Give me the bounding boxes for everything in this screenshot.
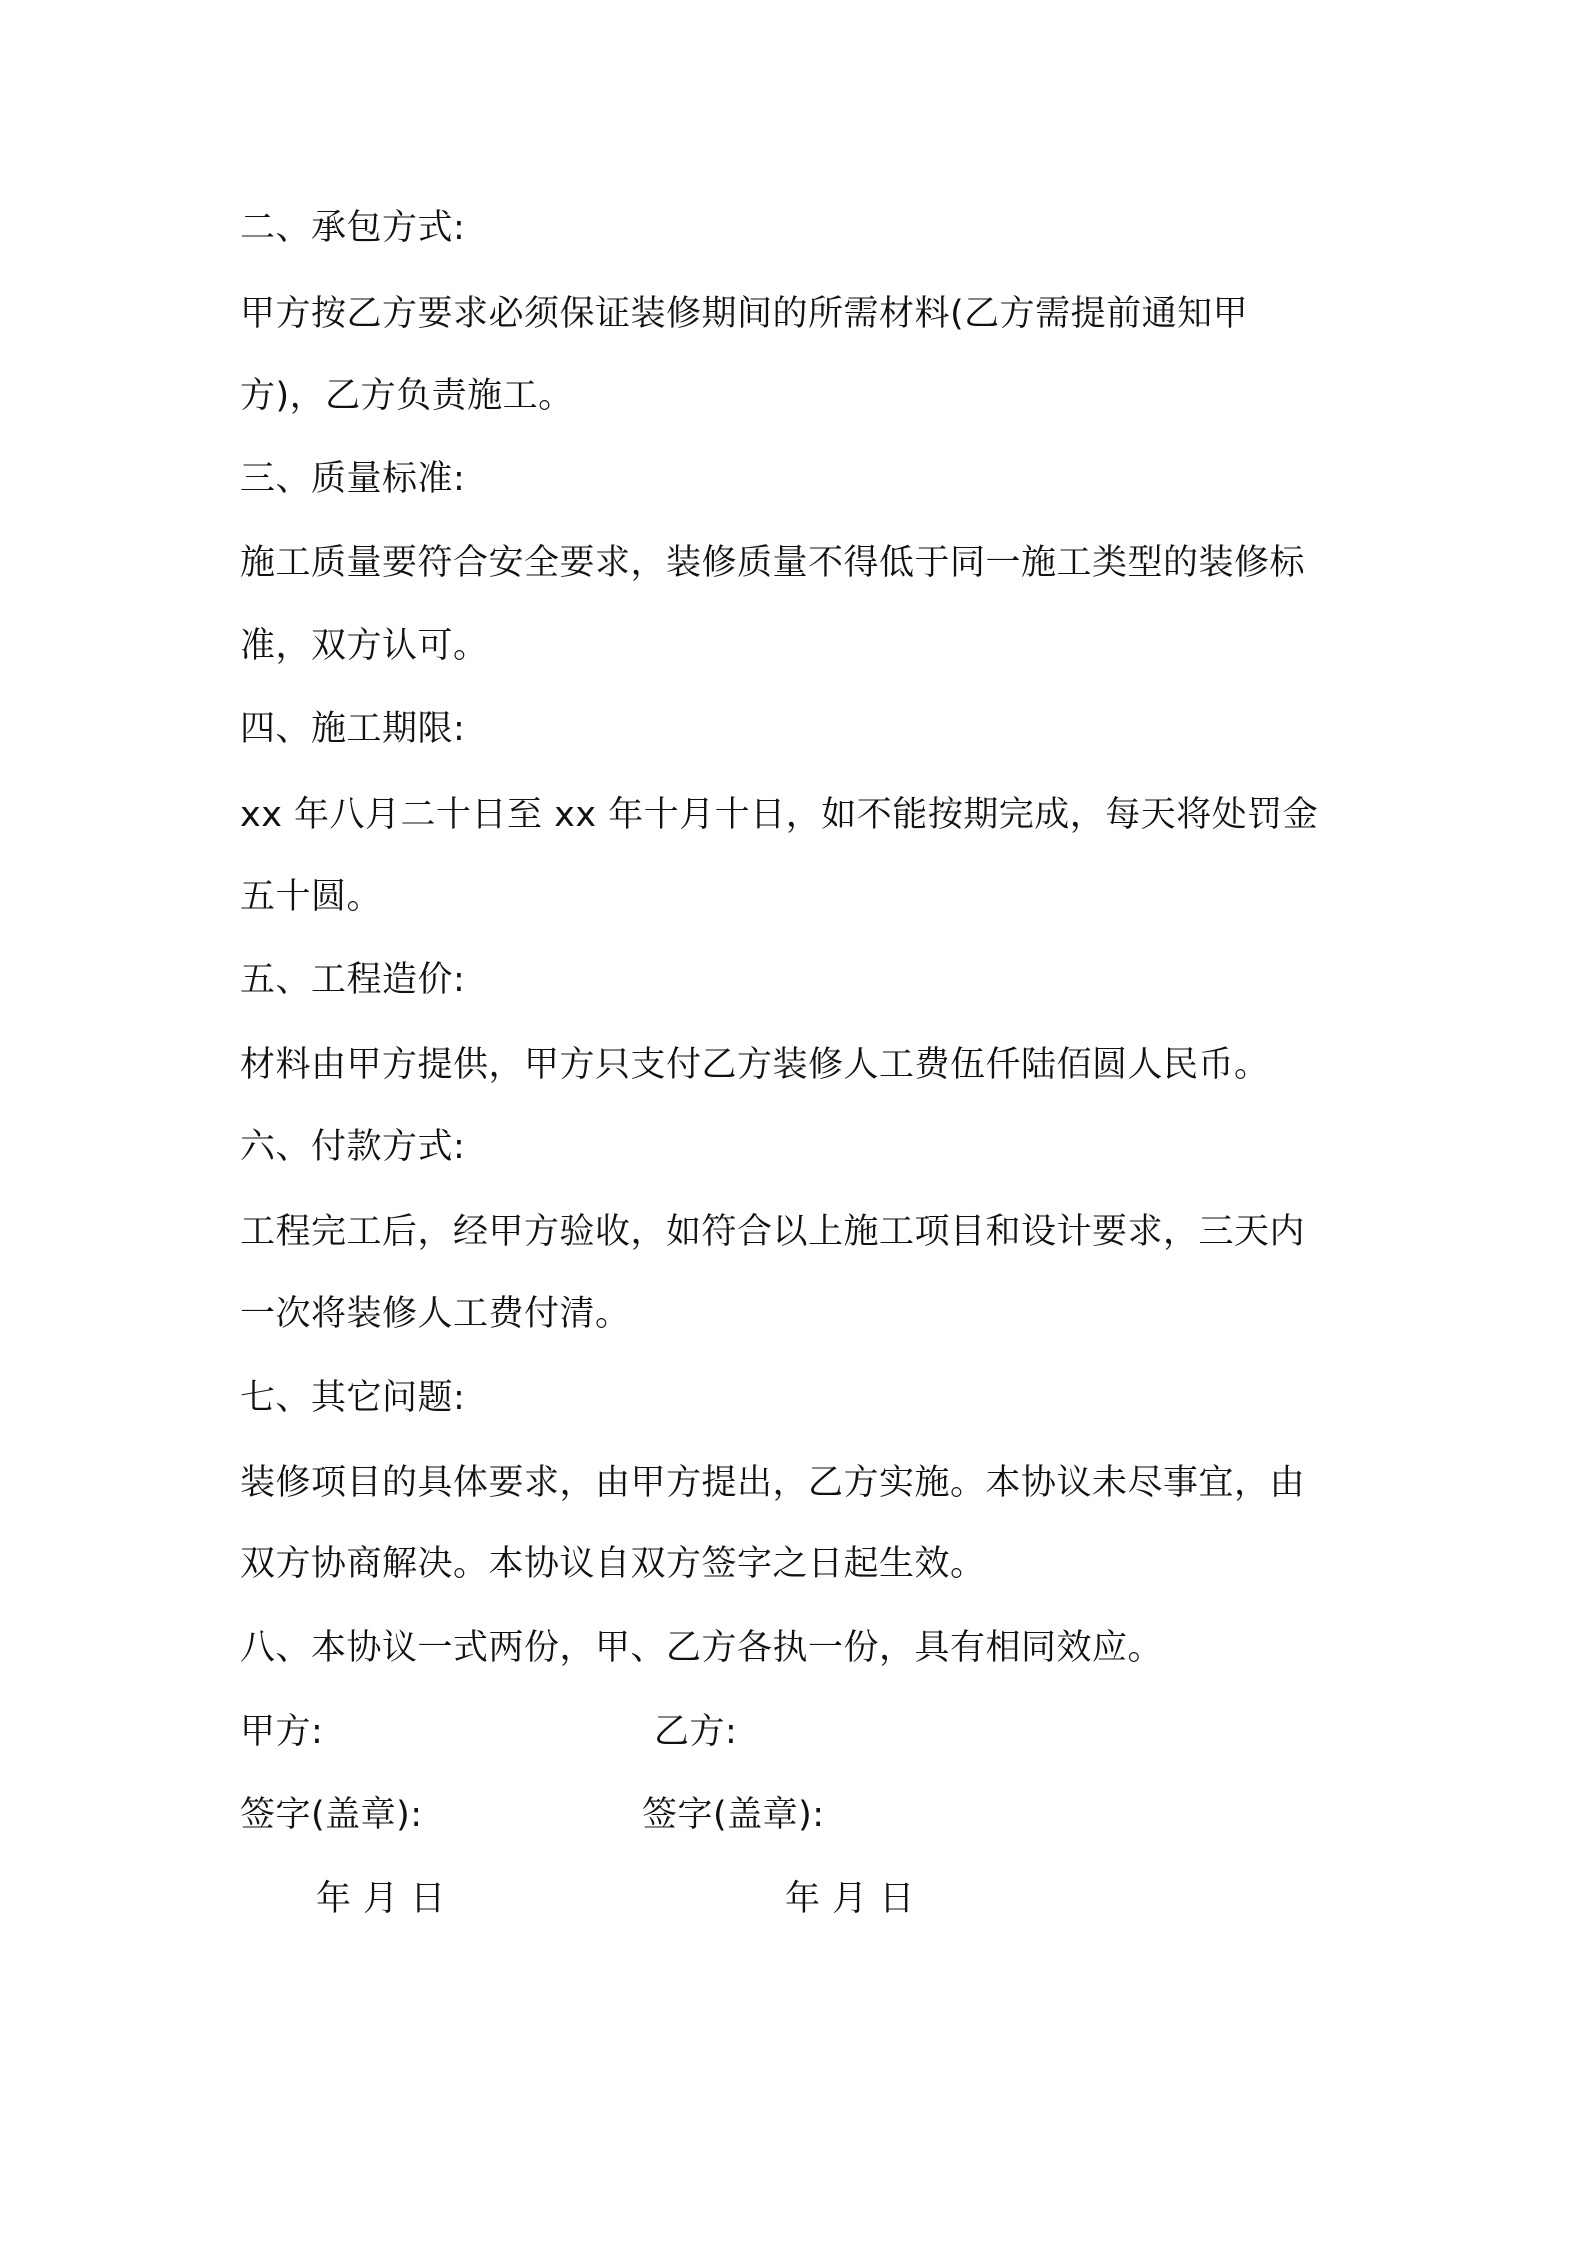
section-7-line-2: 双方协商解决。本协议自双方签字之日起生效。: [240, 1544, 986, 1584]
section-7-heading: 七、其它问题:: [240, 1378, 466, 1418]
signature-a-label: 签字(盖章):: [240, 1795, 423, 1835]
party-a-label: 甲方:: [240, 1712, 324, 1752]
section-3-line-2: 准，双方认可。: [240, 626, 489, 666]
section-4-line-2: 五十圆。: [240, 877, 383, 917]
section-6-line-2: 一次将装修人工费付清。: [240, 1294, 631, 1334]
signature-b-label: 签字(盖章):: [642, 1795, 825, 1835]
section-4-heading: 四、施工期限:: [240, 709, 466, 749]
date-a: 年 月 日: [316, 1879, 446, 1919]
date-b: 年 月 日: [785, 1879, 915, 1919]
section-5-line-1: 材料由甲方提供，甲方只支付乙方装修人工费伍仟陆佰圆人民币。: [240, 1045, 1270, 1085]
section-2-line-2: 方)，乙方负责施工。: [240, 376, 574, 416]
party-b-label: 乙方:: [654, 1712, 738, 1752]
section-3-heading: 三、质量标准:: [240, 459, 466, 499]
section-6-heading: 六、付款方式:: [240, 1127, 466, 1167]
section-8-text: 八、本协议一式两份，甲、乙方各执一份，具有相同效应。: [240, 1628, 1164, 1668]
section-3-line-1: 施工质量要符合安全要求，装修质量不得低于同一施工类型的装修标: [240, 543, 1306, 583]
section-6-line-1: 工程完工后，经甲方验收，如符合以上施工项目和设计要求，三天内: [240, 1212, 1306, 1252]
section-4-line-1: xx 年八月二十日至 xx 年十月十日，如不能按期完成，每天将处罚金: [240, 795, 1319, 835]
section-2-heading: 二、承包方式:: [240, 208, 466, 248]
section-7-line-1: 装修项目的具体要求，由甲方提出，乙方实施。本协议未尽事宜，由: [240, 1463, 1306, 1503]
section-5-heading: 五、工程造价:: [240, 960, 466, 1000]
section-2-line-1: 甲方按乙方要求必须保证装修期间的所需材料(乙方需提前通知甲: [240, 294, 1249, 334]
